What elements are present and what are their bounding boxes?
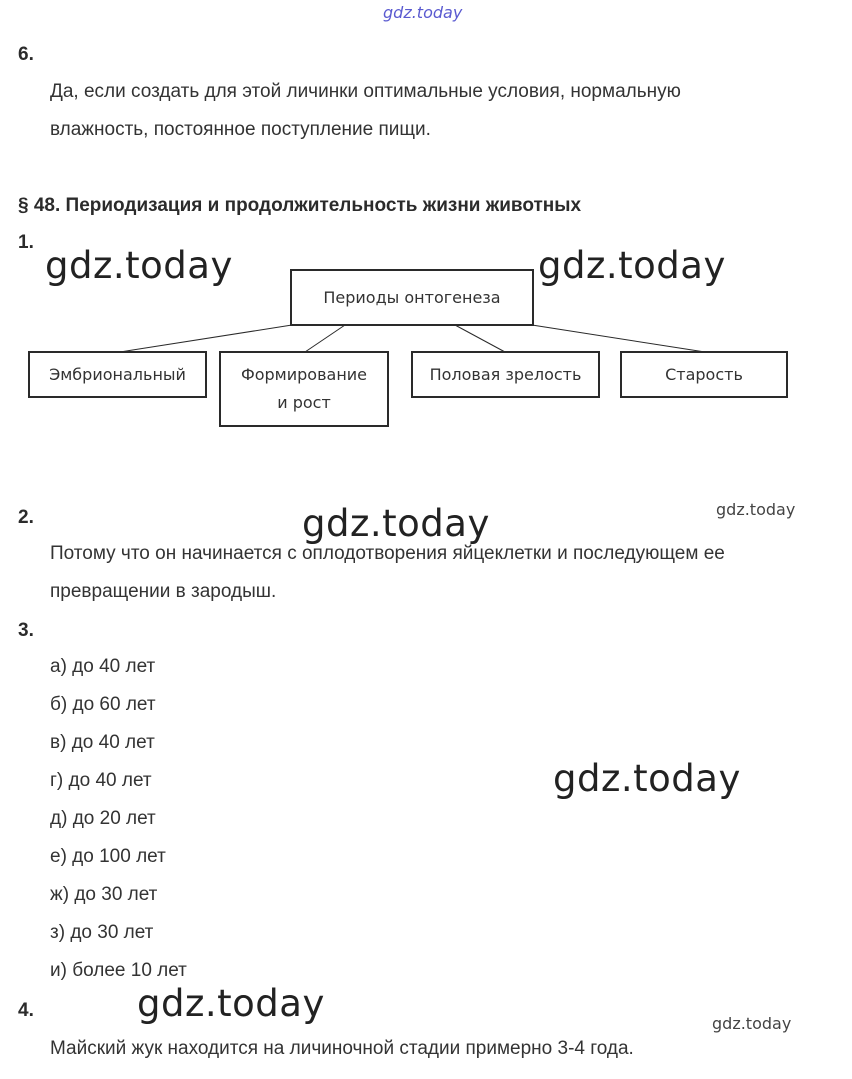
lifespan-item: г) до 40 лет bbox=[50, 770, 152, 791]
connector-old-age bbox=[532, 325, 705, 352]
diagram-root-box bbox=[290, 269, 534, 326]
lifespan-item: д) до 20 лет bbox=[50, 808, 156, 829]
lifespan-item: в) до 40 лет bbox=[50, 732, 155, 753]
lifespan-item: з) до 30 лет bbox=[50, 922, 154, 943]
diagram-child-label: Формирование bbox=[240, 365, 368, 384]
lifespan-item: ж) до 30 лет bbox=[50, 884, 158, 905]
question-6-number: 6. bbox=[18, 44, 34, 65]
diagram-child-maturity bbox=[411, 351, 600, 398]
watermark-2: gdz.today bbox=[538, 244, 726, 287]
section-heading: § 48. Периодизация и продолжительность жизни животных bbox=[18, 195, 582, 216]
lifespan-item: и) более 10 лет bbox=[50, 960, 187, 981]
question-3-number: 3. bbox=[18, 620, 34, 641]
diagram-child-label: Эмбриональный bbox=[49, 364, 186, 384]
watermark-3: gdz.today bbox=[302, 502, 490, 545]
diagram-child-formation bbox=[219, 351, 389, 427]
question-1-number: 1. bbox=[18, 232, 34, 253]
diagram-child-label-line-2: и рост bbox=[277, 393, 331, 412]
watermark-4: gdz.today bbox=[553, 757, 741, 800]
question-4-number: 4. bbox=[18, 1000, 34, 1021]
question-2-number: 2. bbox=[18, 507, 34, 528]
diagram-child-embryonic bbox=[28, 351, 207, 398]
watermark-1: gdz.today bbox=[45, 244, 233, 287]
watermark-small-2: gdz.today bbox=[712, 1014, 792, 1033]
lifespan-item: а) до 40 лет bbox=[50, 656, 156, 677]
diagram-child-old-age bbox=[620, 351, 788, 398]
question-2-answer-line-1: Потому что он начинается с оплодотворения яйцеклетки и последующем ее bbox=[50, 543, 725, 564]
watermark-5: gdz.today bbox=[137, 982, 325, 1025]
connector-maturity bbox=[455, 325, 505, 352]
diagram-child-label: Половая зрелость bbox=[429, 364, 582, 384]
connector-formation bbox=[305, 325, 345, 352]
watermark-small-1: gdz.today bbox=[716, 500, 796, 519]
question-6-answer-line-2: влажность, постоянное поступление пищи. bbox=[50, 119, 431, 140]
diagram-child-label: Старость bbox=[665, 364, 743, 384]
question-4-answer-line-1: Майский жук находится на личиночной стадии примерно 3-4 года. bbox=[50, 1038, 634, 1059]
question-2-answer-line-2: превращении в зародыш. bbox=[50, 581, 277, 602]
lifespan-item: е) до 100 лет bbox=[50, 846, 166, 867]
lifespan-item: б) до 60 лет bbox=[50, 694, 156, 715]
diagram-root-label: Периоды онтогенеза bbox=[323, 287, 501, 307]
connector-embryonic bbox=[120, 325, 292, 352]
question-6-answer-line-1: Да, если создать для этой личинки оптимальные условия, нормальную bbox=[50, 81, 681, 102]
watermark-top: gdz.today bbox=[383, 3, 463, 22]
